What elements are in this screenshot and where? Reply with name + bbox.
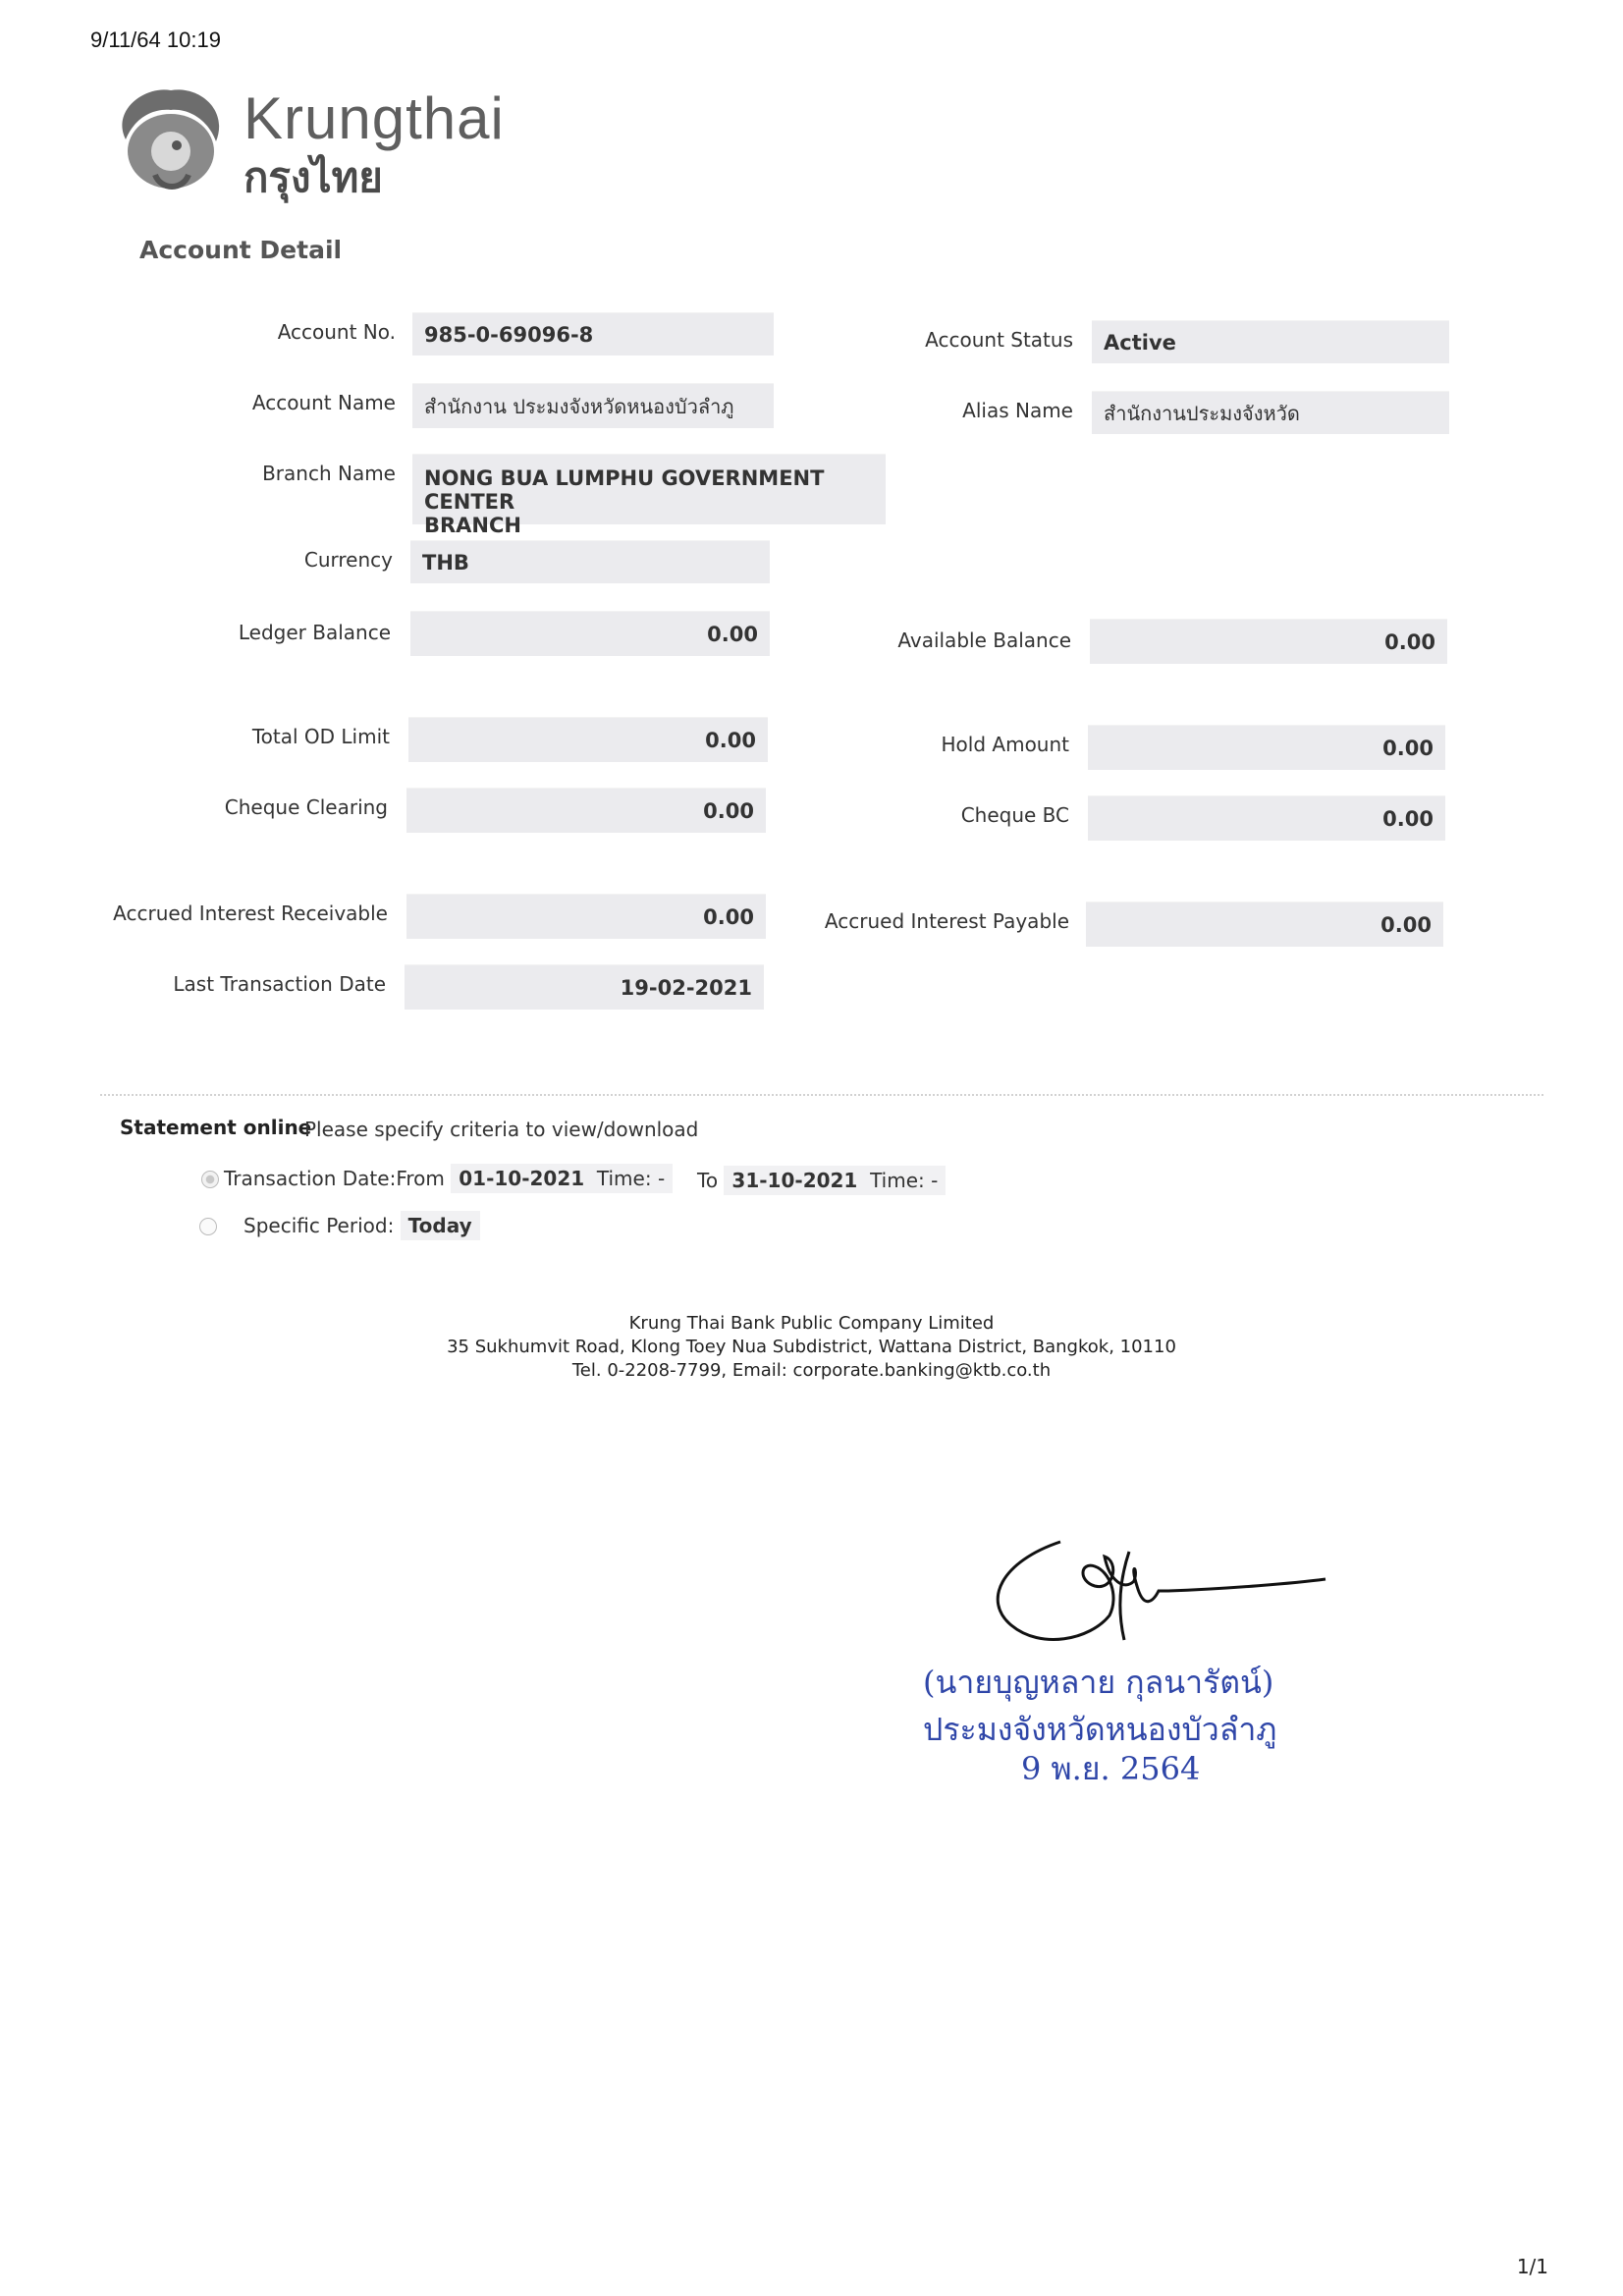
accrued-interest-receivable-label: Accrued Interest Receivable [113, 902, 388, 925]
signatory-name: (นายบุญหลาย กุลนารัตน์) [923, 1664, 1274, 1701]
page-number: 1/1 [1516, 2255, 1548, 2278]
specific-period-label: Specific Period: [243, 1214, 395, 1237]
available-balance-field: 0.00 [1090, 619, 1447, 664]
alias-name-field: สำนักงานประมงจังหวัด [1092, 391, 1449, 434]
account-no-label: Account No. [277, 320, 396, 344]
accrued-interest-payable-label: Accrued Interest Payable [824, 909, 1069, 933]
account-detail-title: Account Detail [139, 236, 343, 264]
currency-field: THB [410, 540, 770, 583]
branch-name-line2: BRANCH [424, 514, 521, 537]
transaction-date-radio[interactable] [201, 1171, 219, 1188]
account-no-field: 985-0-69096-8 [412, 312, 774, 355]
alias-name-label: Alias Name [962, 399, 1073, 422]
from-label: From [396, 1167, 445, 1190]
currency-label: Currency [303, 548, 393, 572]
cheque-clearing-label: Cheque Clearing [224, 795, 388, 819]
available-balance-label: Available Balance [897, 629, 1071, 652]
to-date-field[interactable]: 31-10-2021 Time: - [724, 1166, 946, 1195]
account-name-label: Account Name [251, 391, 396, 414]
brand-name-en: Krungthai [243, 85, 505, 151]
statement-online-title: Statement online [120, 1116, 312, 1139]
signatory-position: ประมงจังหวัดหนองบัวลำภู [923, 1711, 1277, 1748]
transaction-date-criteria [224, 1167, 673, 1190]
signature-date: 9 พ.ย. 2564 [1021, 1750, 1201, 1787]
branch-name-field [412, 454, 886, 537]
account-status-field: Active [1092, 320, 1449, 363]
total-od-limit-field: 0.00 [408, 717, 768, 762]
to-date-criteria [697, 1169, 946, 1192]
hold-amount-label: Hold Amount [941, 733, 1069, 756]
footer-company: Krung Thai Bank Public Company Limited [628, 1313, 995, 1334]
statement-online-subtitle: Please specify criteria to view/download [304, 1118, 699, 1141]
last-transaction-date-label: Last Transaction Date [173, 972, 386, 996]
last-transaction-date-field: 19-02-2021 [405, 964, 764, 1010]
garuda-logo-icon [106, 81, 234, 198]
ledger-balance-field: 0.00 [410, 611, 770, 656]
account-status-label: Account Status [925, 328, 1073, 352]
handwritten-signature [972, 1522, 1365, 1669]
cheque-clearing-field: 0.00 [406, 788, 766, 833]
cheque-bc-label: Cheque BC [960, 803, 1069, 827]
from-date-field[interactable]: 01-10-2021 Time: - [451, 1164, 673, 1193]
account-name-field: สำนักงาน ประมงจังหวัดหนองบัวลำภู [412, 383, 774, 428]
footer-address: 35 Sukhumvit Road, Klong Toey Nua Subdistrict, Wattana District, Bangkok, 10110 [447, 1337, 1176, 1357]
accrued-interest-payable-field: 0.00 [1086, 902, 1443, 947]
specific-period-criteria [243, 1214, 480, 1237]
transaction-date-label: Transaction Date: [224, 1167, 397, 1190]
specific-period-radio[interactable] [199, 1218, 217, 1235]
accrued-interest-receivable-field: 0.00 [406, 894, 766, 939]
brand-name-th: กรุงไทย [243, 153, 383, 201]
total-od-limit-label: Total OD Limit [251, 725, 390, 748]
ledger-balance-label: Ledger Balance [238, 621, 391, 644]
to-label: To [697, 1169, 719, 1192]
section-divider [100, 1094, 1543, 1096]
print-timestamp: 9/11/64 10:19 [90, 27, 221, 52]
branch-name-line1: NONG BUA LUMPHU GOVERNMENT CENTER [424, 466, 825, 514]
footer-contact: Tel. 0-2208-7799, Email: corporate.banking@ktb.co.th [571, 1360, 1052, 1381]
specific-period-field[interactable]: Today [401, 1211, 480, 1240]
branch-name-label: Branch Name [262, 462, 396, 485]
hold-amount-field: 0.00 [1088, 725, 1445, 770]
cheque-bc-field: 0.00 [1088, 795, 1445, 841]
